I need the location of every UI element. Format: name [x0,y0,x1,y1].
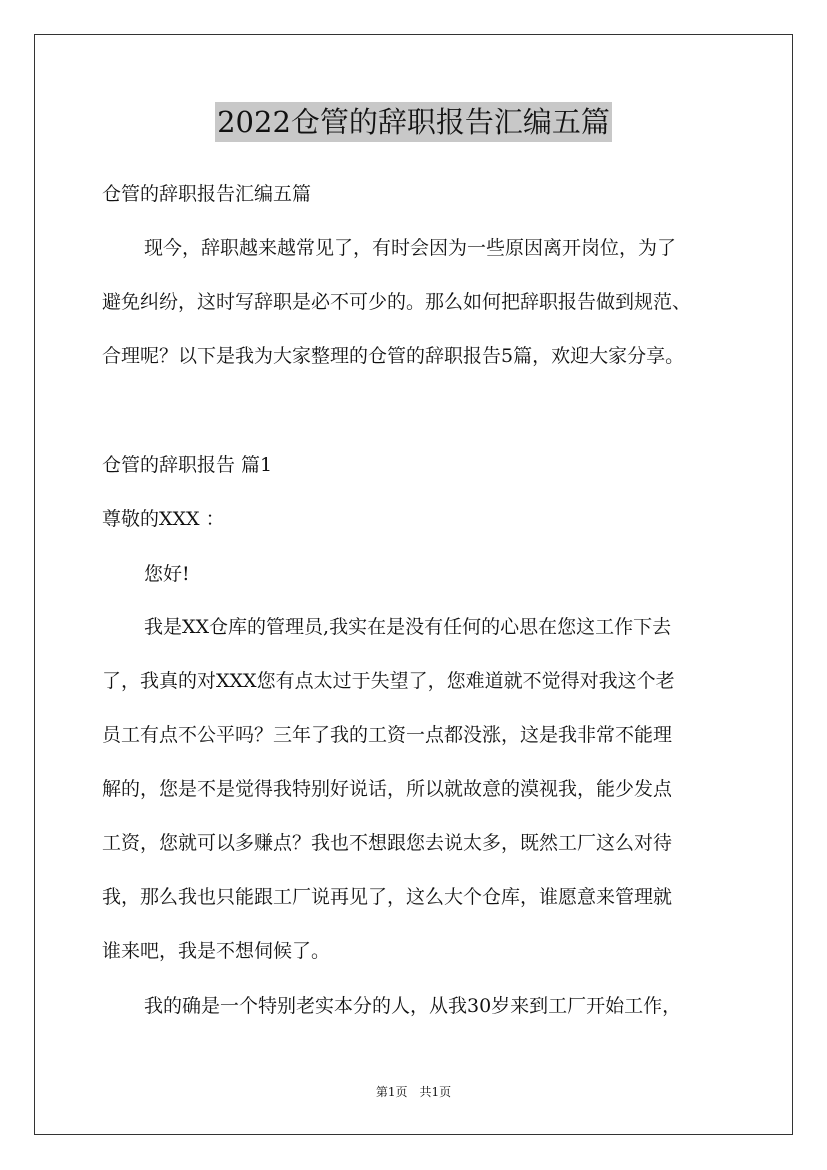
body-line: 员工有点不公平吗？三年了我的工资一点都没涨，这是我非常不能理 [102,724,673,746]
intro-line: 避免纠纷，这时写辞职是必不可少的。那么如何把辞职报告做到规范、 [102,291,692,313]
body-line: 我，那么我也只能跟工厂说再见了，这么大个仓库，谁愿意来管理就 [102,886,673,908]
intro-line: 合理呢？以下是我为大家整理的仓管的辞职报告5篇，欢迎大家分享。 [102,345,685,367]
title-container [0,102,827,142]
body-line: 工资，您就可以多赚点？我也不想跟您去说太多，既然工厂这么对待 [102,832,673,854]
intro-line: 现今，辞职越来越常见了，有时会因为一些原因离开岗位，为了 [144,237,677,259]
body-line: 我是XX仓库的管理员,我实在是没有任何的心思在您这工作下去 [144,616,672,638]
body-line: 谁来吧，我是不想伺候了。 [102,940,331,962]
greeting: 您好! [144,563,190,585]
section-heading: 仓管的辞职报告 篇1 [102,454,273,476]
document-title: 2022仓管的辞职报告汇编五篇 [215,102,612,142]
body-line: 了，我真的对XXX您有点太过于失望了，您难道就不觉得对我这个老 [102,670,675,692]
body-line: 解的，您是不是觉得我特别好说话，所以就故意的漠视我，能少发点 [102,778,673,800]
salutation: 尊敬的XXX ： [102,508,225,530]
body-line: 我的确是一个特别老实本分的人，从我30岁来到工厂开始工作， [144,995,682,1017]
page-footer: 第1页 共1页 [375,1085,452,1099]
document-subtitle: 仓管的辞职报告汇编五篇 [102,183,312,205]
